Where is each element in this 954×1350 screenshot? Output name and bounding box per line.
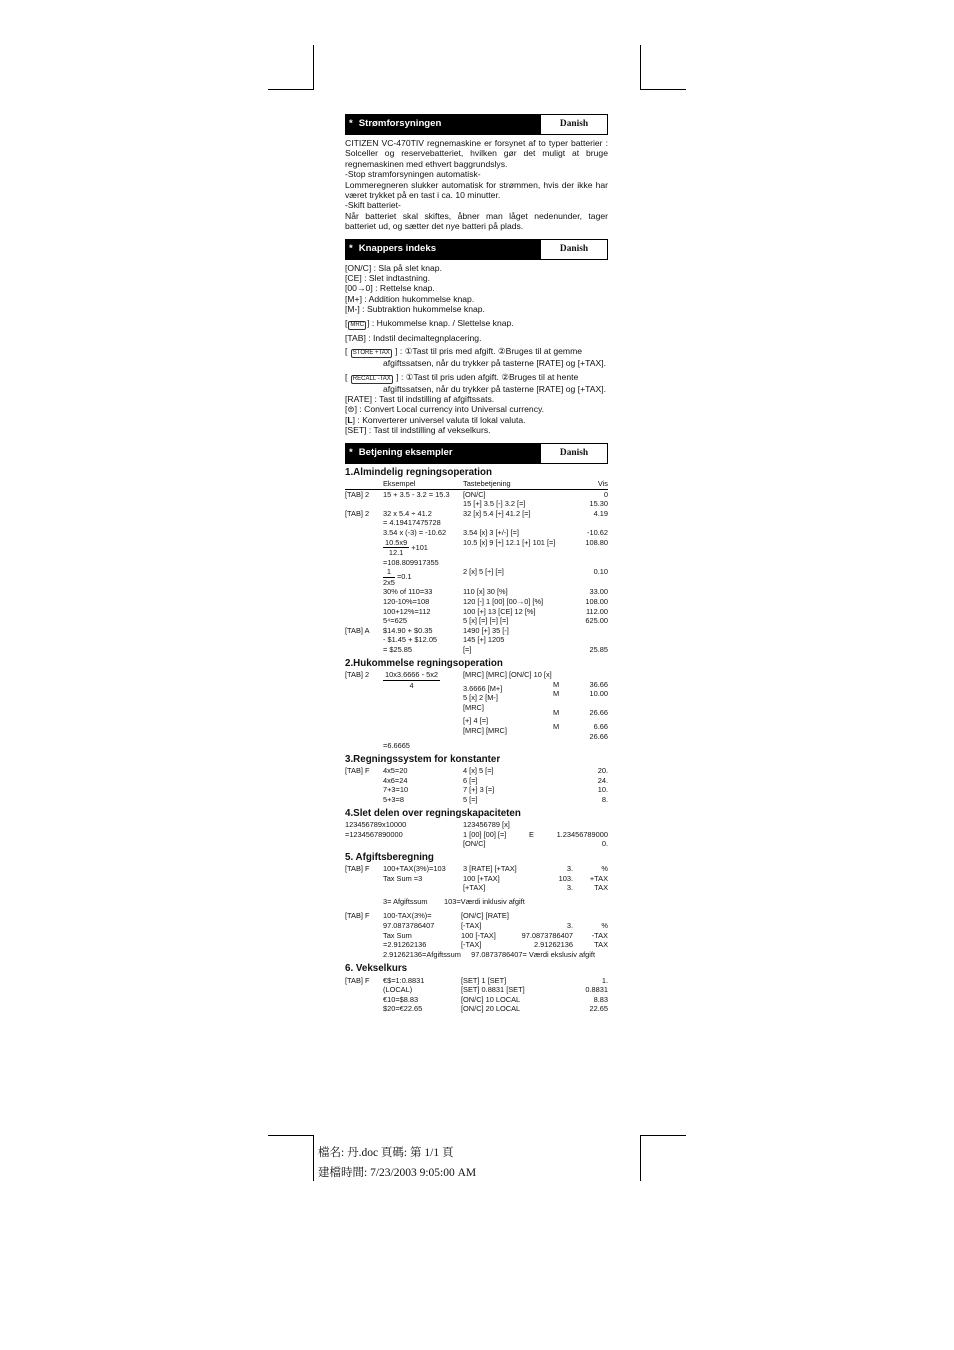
- table-row: Tax Sum 100 [-TAX] 97.0873786407 -TAX: [383, 930, 608, 940]
- crop-mark: [640, 89, 686, 90]
- table-row: Tax Sum =3 100 [+TAX] 103. +TAX: [383, 873, 608, 883]
- table-row: [ON/C] 0.: [463, 839, 608, 849]
- key-item-mrc: [ MRC ] : Hukommelse knap. / Slettelse knap.: [345, 317, 514, 328]
- table-row: 5⁴=625 5 [x] [=] [=] [=] 625.00: [383, 616, 608, 626]
- key-item-rate: [RATE] : Tast til indstilling af afgiftssats.: [345, 393, 495, 404]
- table-row: 3.54 x (-3) = -10.62 3.54 [x] 3 [+/-] [=] -10.62: [383, 527, 608, 537]
- footer-filename: 檔名: 丹.doc 頁碼: 第 1/1 頁: [318, 1147, 454, 1159]
- power-subheading: -Skift batteriet-: [345, 200, 401, 211]
- table-row: $20=€22.65 [ON/C] 20 LOCAL 22.65: [383, 1004, 608, 1014]
- table-row: [TAB] F 4x5=20 4 [x] 5 [=] 20.: [345, 766, 608, 776]
- table-row: [+TAX] 3. TAX: [463, 883, 608, 893]
- table-row: 4x6=24 6 [=] 24.: [383, 775, 608, 785]
- key-item: [00→0] : Rettelse knap.: [345, 283, 435, 294]
- table-row: [TAB] 2 15 + 3.5 - 3.2 = 15.3 [ON/C] 0: [345, 489, 608, 499]
- key-item: [M+] : Addition hukommelse knap.: [345, 293, 475, 304]
- key-item-set: [SET] : Tast til indstilling af vekselkurs.: [345, 425, 491, 436]
- section-title: Betjening eksempler: [358, 446, 453, 458]
- subsection-title: 1.Almindelig regningsoperation: [345, 466, 492, 478]
- table-row: =108.809917355: [383, 557, 439, 567]
- table-row: 120-10%=108 120 [-] 1 [00] [00→0] [%] 108.00: [383, 597, 608, 607]
- table-row: - $1.45 + $12.05 145 [+] 1205: [383, 635, 505, 645]
- subsection-title: 3.Regningssystem for konstanter: [345, 753, 501, 765]
- tax-table: [345, 864, 608, 893]
- constants-table: [345, 766, 608, 804]
- table-row: [TAB] F €$=1:0.8831 [SET] 1 [SET] 1.: [345, 975, 608, 985]
- currency-icon: ⊜: [347, 404, 355, 415]
- crop-mark: [268, 89, 314, 90]
- table-row: =1234567890000 1 [00] [00] [=] E 1.23456789000: [345, 829, 608, 839]
- crop-mark: [640, 1135, 641, 1181]
- language-label: Danish: [559, 119, 589, 130]
- table-row: [TAB] 2 32 x 5.4 ÷ 41.2 32 [x] 5.4 [÷] 41.2 [=] 4.19: [345, 508, 608, 518]
- memory-table: [345, 670, 608, 751]
- section-header-examples: [345, 443, 608, 464]
- subsection-title: 6. Vekselkurs: [345, 963, 408, 975]
- local-key-icon: L: [347, 414, 353, 425]
- fraction: $\frac{10.5x9}{12.1}$: [385, 537, 408, 558]
- table-row: [TAB] 2 $\frac{10x3.6666 - 5x2}{4}$ [MRC] [MRC] [ON/C] 10 [x] 3.6666 [M+] 5 [x] 2 [M-] [MRC] [+] 4 [=] [MRC] [MRC] M M M M 36.66 10.00 26.66 6.66 26.66: [345, 670, 608, 741]
- section-header-keys: [345, 239, 608, 260]
- table-row: 15 [+] 3.5 [-] 3.2 [=] 15.30: [463, 499, 608, 509]
- key-item-store-cont: afgiftssatsen, når du trykker på tasterne [RATE] og [+TAX].: [383, 358, 606, 369]
- table-row: 123456789x10000 123456789 [x]: [345, 819, 510, 829]
- table-row: [TAB] A $14.90 + $0.35 1490 [+] 35 [-]: [345, 625, 509, 635]
- power-paragraph: Lommeregneren slukker automatisk for strømmen, hvis der ikke har været trykket på en tast i ca. 10 minutter.: [345, 179, 608, 201]
- recall-tax-key-icon: RECALL -TAX: [352, 375, 391, 382]
- crop-mark: [640, 45, 641, 90]
- power-paragraph: CITIZEN VC-470TIV regnemaskine er forsynet af to typer batterier : Solceller og reservebatteriet, hvilken gør det muligt at bruge regnemaskinen med ethvert baggrundslys.: [345, 138, 608, 169]
- subsection-title: 5. Afgiftsberegning: [345, 851, 434, 863]
- table-row: = $25.85 [=] 25.85: [383, 645, 608, 655]
- crop-mark: [268, 1135, 314, 1136]
- key-item: [ON/C] : Sla på slet knap.: [345, 262, 442, 273]
- key-item-local: [L] : Konverterer universel valuta til lokal valuta.: [345, 414, 526, 425]
- key-item-store: [ STORE +TAX ] : ①Tast til pris med afgift. ②Bruges til at gemme: [345, 346, 583, 357]
- key-item-convert: [⊜] : Convert Local currency into Universal currency.: [345, 404, 545, 415]
- footer-timestamp: 建檔時間: 7/23/2003 9:05:00 AM: [318, 1167, 477, 1179]
- table-header: Eksempel Tastebetjening Vis: [345, 479, 608, 489]
- section-header-power: [345, 114, 608, 135]
- tax-table: [345, 911, 608, 949]
- exchange-table: [345, 976, 608, 1014]
- key-item: [M-] : Subtraktion hukommelse knap.: [345, 304, 485, 315]
- section-title: Strømforsyningen: [358, 118, 442, 130]
- crop-mark: [313, 1135, 314, 1181]
- key-item-recall: [ RECALL -TAX ] : ①Tast til pris uden afgift. ②Bruges til at hente: [345, 371, 579, 382]
- subsection-title: 2.Hukommelse regningsoperation: [345, 657, 503, 669]
- table-row: [TAB] F 100-TAX(3%)= [ON/C] [RATE]: [345, 911, 509, 921]
- example-table: [345, 479, 608, 655]
- table-row: = 4.19417475728: [383, 518, 441, 528]
- crop-mark: [640, 1135, 686, 1136]
- table-row: 5+3=8 5 [=] 8.: [383, 794, 608, 804]
- table-row: (LOCAL) [SET] 0.8831 [SET] 0.8831: [383, 985, 608, 995]
- table-row: €10=$8.83 [ON/C] 10 LOCAL 8.83: [383, 994, 608, 1004]
- fraction: $\frac{10x3.6666 - 5x2}{4}$: [385, 670, 439, 690]
- tax-note: 2.91262136=Afgiftssum 97.0873786407= Værdi ekslusiv afgift: [383, 949, 596, 959]
- table-row: [TAB] F 100+TAX(3%)=103 3 [RATE] [+TAX] 3. %: [345, 864, 608, 874]
- key-item: [CE] : Slet indtastning.: [345, 273, 431, 284]
- power-paragraph: Når batteriet skal skiftes, åbner man låget nedenunder, tager batteriet ud, og sætter det nye batteri på plads.: [345, 210, 608, 232]
- tax-note: 3= Afgiftssum 103=Værdi inklusiv afgift: [383, 896, 525, 906]
- bullet-icon: *: [349, 242, 353, 254]
- language-label: Danish: [559, 447, 589, 458]
- mrc-key-icon: MRC: [350, 321, 365, 328]
- table-row: =6.6665: [383, 741, 410, 751]
- key-item-tab: [TAB] : Indstil decimaltegnplacering.: [345, 332, 482, 343]
- section-title: Knappers indeks: [358, 242, 437, 254]
- language-label: Danish: [559, 243, 589, 254]
- table-row: 7+3=10 7 [+] 3 [=] 10.: [383, 785, 608, 795]
- crop-mark: [313, 45, 314, 90]
- fraction: $\frac{1}{2x5}$: [383, 567, 395, 587]
- table-row: 100+12%=112 100 [+] 13 [CE] 12 [%] 112.00: [383, 606, 608, 616]
- table-row: 30% of 110=33 110 [x] 30 [%] 33.00: [383, 587, 608, 597]
- table-row: =2.91262136 [-TAX] 2.91262136 TAX: [383, 940, 608, 950]
- subsection-title: 4.Slet delen over regningskapaciteten: [345, 807, 521, 819]
- bullet-icon: *: [349, 118, 353, 130]
- overflow-table: [345, 820, 608, 849]
- table-row: $\frac{1}{2x5}$ =0.1 2 [x] 5 [÷] [=] 0.10: [383, 567, 608, 587]
- key-item-recall-cont: afgiftssatsen, når du trykker på tasterne [RATE] og [+TAX].: [383, 383, 606, 394]
- table-row: 97.0873786407 [-TAX] 3. %: [383, 920, 608, 930]
- power-subheading: -Stop stramforsyningen automatisk-: [345, 169, 481, 180]
- store-tax-key-icon: STORE +TAX: [352, 350, 390, 357]
- manual-page: [345, 114, 608, 1014]
- table-row: $\frac{10.5x9}{12.1}$ +101 10.5 [x] 9 [÷] 12.1 [+] 101 [=] 108.80: [385, 537, 608, 558]
- bullet-icon: *: [349, 446, 353, 458]
